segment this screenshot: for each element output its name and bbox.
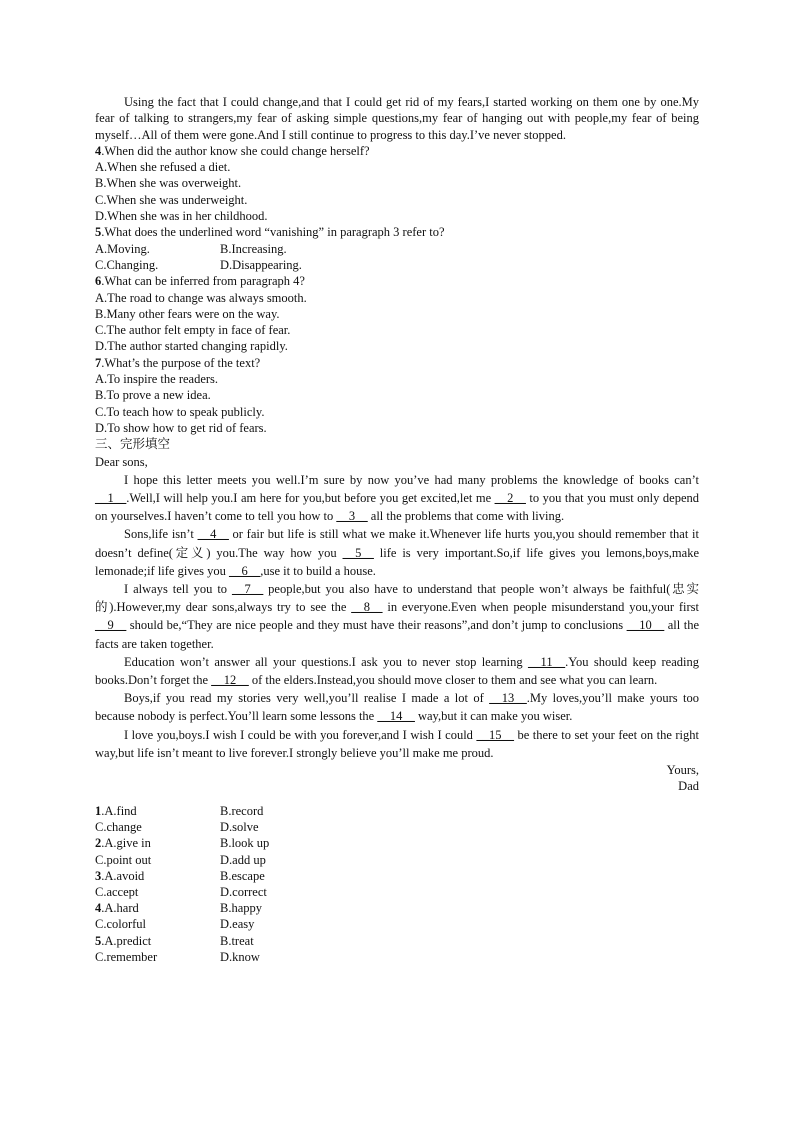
option: B.Many other fears were on the way. <box>95 306 280 321</box>
option-number: 5 <box>95 933 102 948</box>
option: A.When she refused a diet. <box>95 160 231 175</box>
option-number: 3 <box>95 868 102 883</box>
document-page <box>95 94 699 965</box>
letter-paragraph: Education won’t answer all your questions.I ask you to never stop learning __11__.You should keep reading books.Don’t forget the __12__ of the elders.Instead,you should move closer to them and see what you can learn. <box>95 654 699 687</box>
blank: __11__ <box>528 654 566 669</box>
option: D.When she was in her childhood. <box>95 209 268 224</box>
blank: __3__ <box>336 509 368 524</box>
option: C.Changing. <box>95 257 159 272</box>
blank: __12__ <box>211 672 249 687</box>
option: D.Disappearing. <box>220 257 302 272</box>
letter-closing: Yours, <box>666 762 699 777</box>
question-text: .What’s the purpose of the text? <box>101 355 261 370</box>
option-b: B.escape <box>220 868 265 883</box>
blank: __15__ <box>476 727 514 742</box>
blank: __9__ <box>95 618 127 633</box>
option: B.When she was overweight. <box>95 176 242 191</box>
question-5 <box>95 224 699 273</box>
option: C.To teach how to speak publicly. <box>95 404 265 419</box>
option-a: .A.give in <box>101 836 151 851</box>
blank: __13__ <box>489 691 527 706</box>
question-4 <box>95 143 699 224</box>
blank: __4__ <box>197 527 229 542</box>
blank: __6__ <box>229 563 261 578</box>
option: C.The author felt empty in face of fear. <box>95 323 291 338</box>
option-number: 4 <box>95 901 102 916</box>
question-number: 4 <box>95 143 102 158</box>
section-title: 三、完形填空 <box>95 437 171 452</box>
blank: __1__ <box>95 490 127 505</box>
question-number: 7 <box>95 355 102 370</box>
option-c: C.remember <box>95 949 158 964</box>
question-7 <box>95 355 699 436</box>
option-c: C.accept <box>95 885 139 899</box>
option-d: D.solve <box>220 820 259 835</box>
option-a: .A.predict <box>101 933 152 948</box>
option: B.Increasing. <box>220 241 287 256</box>
passage-paragraph: Using the fact that I could change,and that I could get rid of my fears,I started working on them one by one.My fear of talking to strangers,my fear of asking simple questions,my fear of hanging out with people,my fear of being myself…All of them were gone.And I still continue to progress to this day.I’ve never stopped. <box>95 95 699 142</box>
letter-paragraph: I love you,boys.I wish I could be with you forever,and I wish I could __15__ be there to set your feet on the right way,but life isn’t meant to live forever.I strongly believe you’ll make me proud. <box>95 727 699 760</box>
option-d: D.add up <box>220 852 266 867</box>
option-d: D.correct <box>220 885 267 899</box>
option: A.The road to change was always smooth. <box>95 290 307 305</box>
option-c: C.colorful <box>95 917 147 932</box>
option: A.To inspire the readers. <box>95 372 219 387</box>
option: A.Moving. <box>95 241 150 256</box>
option: B.To prove a new idea. <box>95 388 211 403</box>
blank: __14__ <box>377 709 415 724</box>
option: D.To show how to get rid of fears. <box>95 420 267 435</box>
question-number: 5 <box>95 225 102 240</box>
option-c: C.point out <box>95 852 152 867</box>
letter-paragraph: I always tell you to __7__ people,but you also have to understand that people won’t always be faithful(忠实的).However,my dear sons,always try to see the __8__ in everyone.Even when people misunderstand you,your first __9__ should be,“They are nice people and they must have their reasons”,and don’t jump to conclusions __10__ all the facts are taken together. <box>95 581 699 651</box>
question-text: .What does the underlined word “vanishing” in paragraph 3 refer to? <box>101 225 445 240</box>
option-b: B.treat <box>220 933 254 948</box>
option-b: B.look up <box>220 836 270 851</box>
option-c: C.change <box>95 820 142 835</box>
letter-greeting: Dear sons, <box>95 454 148 469</box>
option-a: .A.find <box>101 803 137 818</box>
cloze-options <box>95 803 699 965</box>
letter-paragraph: Sons,life isn’t __4__ or fair but life is still what we make it.Whenever life hurts you,you should remember that it doesn’t define(定义) you.The way how you __5__ life is very important.So,if life gives you lemons,boys,make lemonade;if life gives you __6__,use it to build a house. <box>95 527 699 578</box>
option: D.The author started changing rapidly. <box>95 339 288 354</box>
question-text: .When did the author know she could change herself? <box>101 143 370 158</box>
blank: __2__ <box>494 490 526 505</box>
option-a: .A.avoid <box>101 868 145 883</box>
option-number: 2 <box>95 836 102 851</box>
blank: __8__ <box>351 600 383 615</box>
question-6 <box>95 273 699 354</box>
letter-paragraph: I hope this letter meets you well.I’m sure by now you’ve had many problems the knowledge of books can’t __1__.Well,I will help you.I am here for you,but before you get excited,let me __2__ to you that you must only depend on yourselves.I haven’t come to tell you how to __3__ all the problems that come with living. <box>95 472 699 524</box>
option-a: .A.hard <box>101 901 139 916</box>
blank: __10__ <box>626 618 665 633</box>
letter-paragraph: Boys,if you read my stories very well,you’ll realise I made a lot of __13__.My loves,you’ll make yours too because nobody is perfect.You’ll learn some lessons the __14__ way,but it can make you wiser. <box>95 691 699 724</box>
option-d: D.easy <box>220 917 255 932</box>
letter-signature: Dad <box>678 779 699 794</box>
question-text: .What can be inferred from paragraph 4? <box>101 274 305 289</box>
option-number: 1 <box>95 803 102 818</box>
option-b: B.happy <box>220 901 263 916</box>
option-b: B.record <box>220 803 264 818</box>
option-d: D.know <box>220 949 260 964</box>
question-number: 6 <box>95 274 102 289</box>
option: C.When she was underweight. <box>95 192 248 207</box>
blank: __5__ <box>342 545 374 560</box>
blank: __7__ <box>231 581 264 596</box>
cloze-letter <box>95 453 699 762</box>
